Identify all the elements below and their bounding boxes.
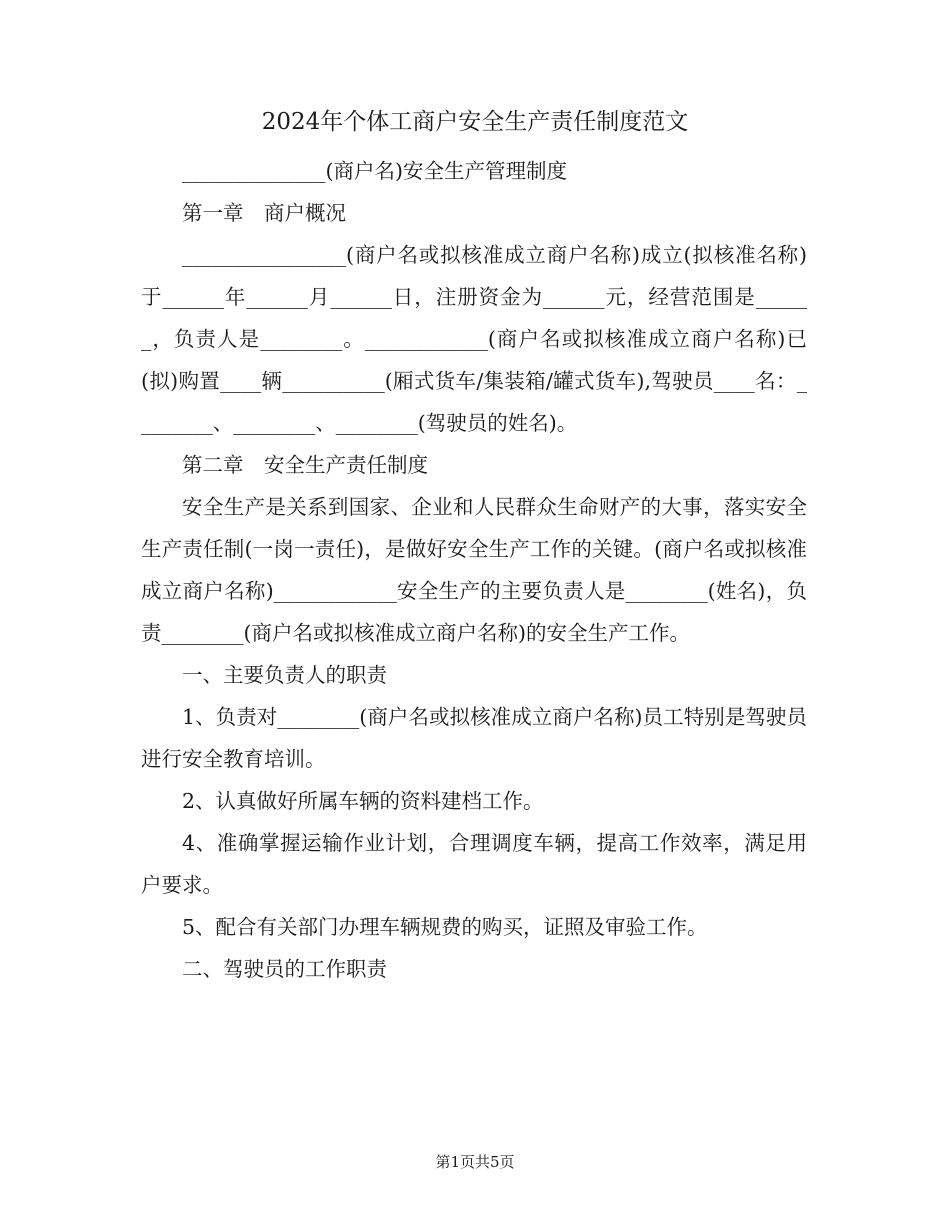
chapter-1-heading: 第一章 商户概况 [182,201,346,225]
duty-item-4: 4、准确掌握运输作业计划，合理调度车辆，提高工作效率，满足用户要求。 [141,831,807,897]
section-2-heading: 二、驾驶员的工作职责 [182,957,387,981]
paragraph-overview: ________________(商户名或拟核准成立商户名称)成立(拟核准名称)于______年______月______日，注册资金为______元，经营范围是______，负责人是________。____________(商户名或拟核准成立商户名称)已(拟)购置____辆__________(厢式货车/集装箱/罐式货车),驾驶员____名：________、________、________(驾驶员的姓名)。 [141,243,807,435]
paragraph-header: ______________(商户名)安全生产管理制度 [182,159,567,183]
chapter-2-heading: 第二章 安全生产责任制度 [182,453,428,477]
document-body [141,150,807,990]
document-title: 2024年个体工商户安全生产责任制度范文 [261,109,689,135]
duty-item-1: 1、负责对________(商户名或拟核准成立商户名称)员工特别是驾驶员进行安全教育培训。 [141,705,807,771]
paragraph-responsibility: 安全生产是关系到国家、企业和人民群众生命财产的大事，落实安全生产责任制(一岗一责任)，是做好安全生产工作的关键。(商户名或拟核准成立商户名称)____________安全生产的主要负责人是________(姓名)，负责________(商户名或拟核准成立商户名称)的安全生产工作。 [141,495,807,645]
duty-item-5: 5、配合有关部门办理车辆规费的购买，证照及审验工作。 [182,915,708,939]
duty-item-2: 2、认真做好所属车辆的资料建档工作。 [182,789,544,813]
page-number: 第1页共5页 [435,1153,515,1171]
section-1-heading: 一、主要负责人的职责 [182,663,387,687]
